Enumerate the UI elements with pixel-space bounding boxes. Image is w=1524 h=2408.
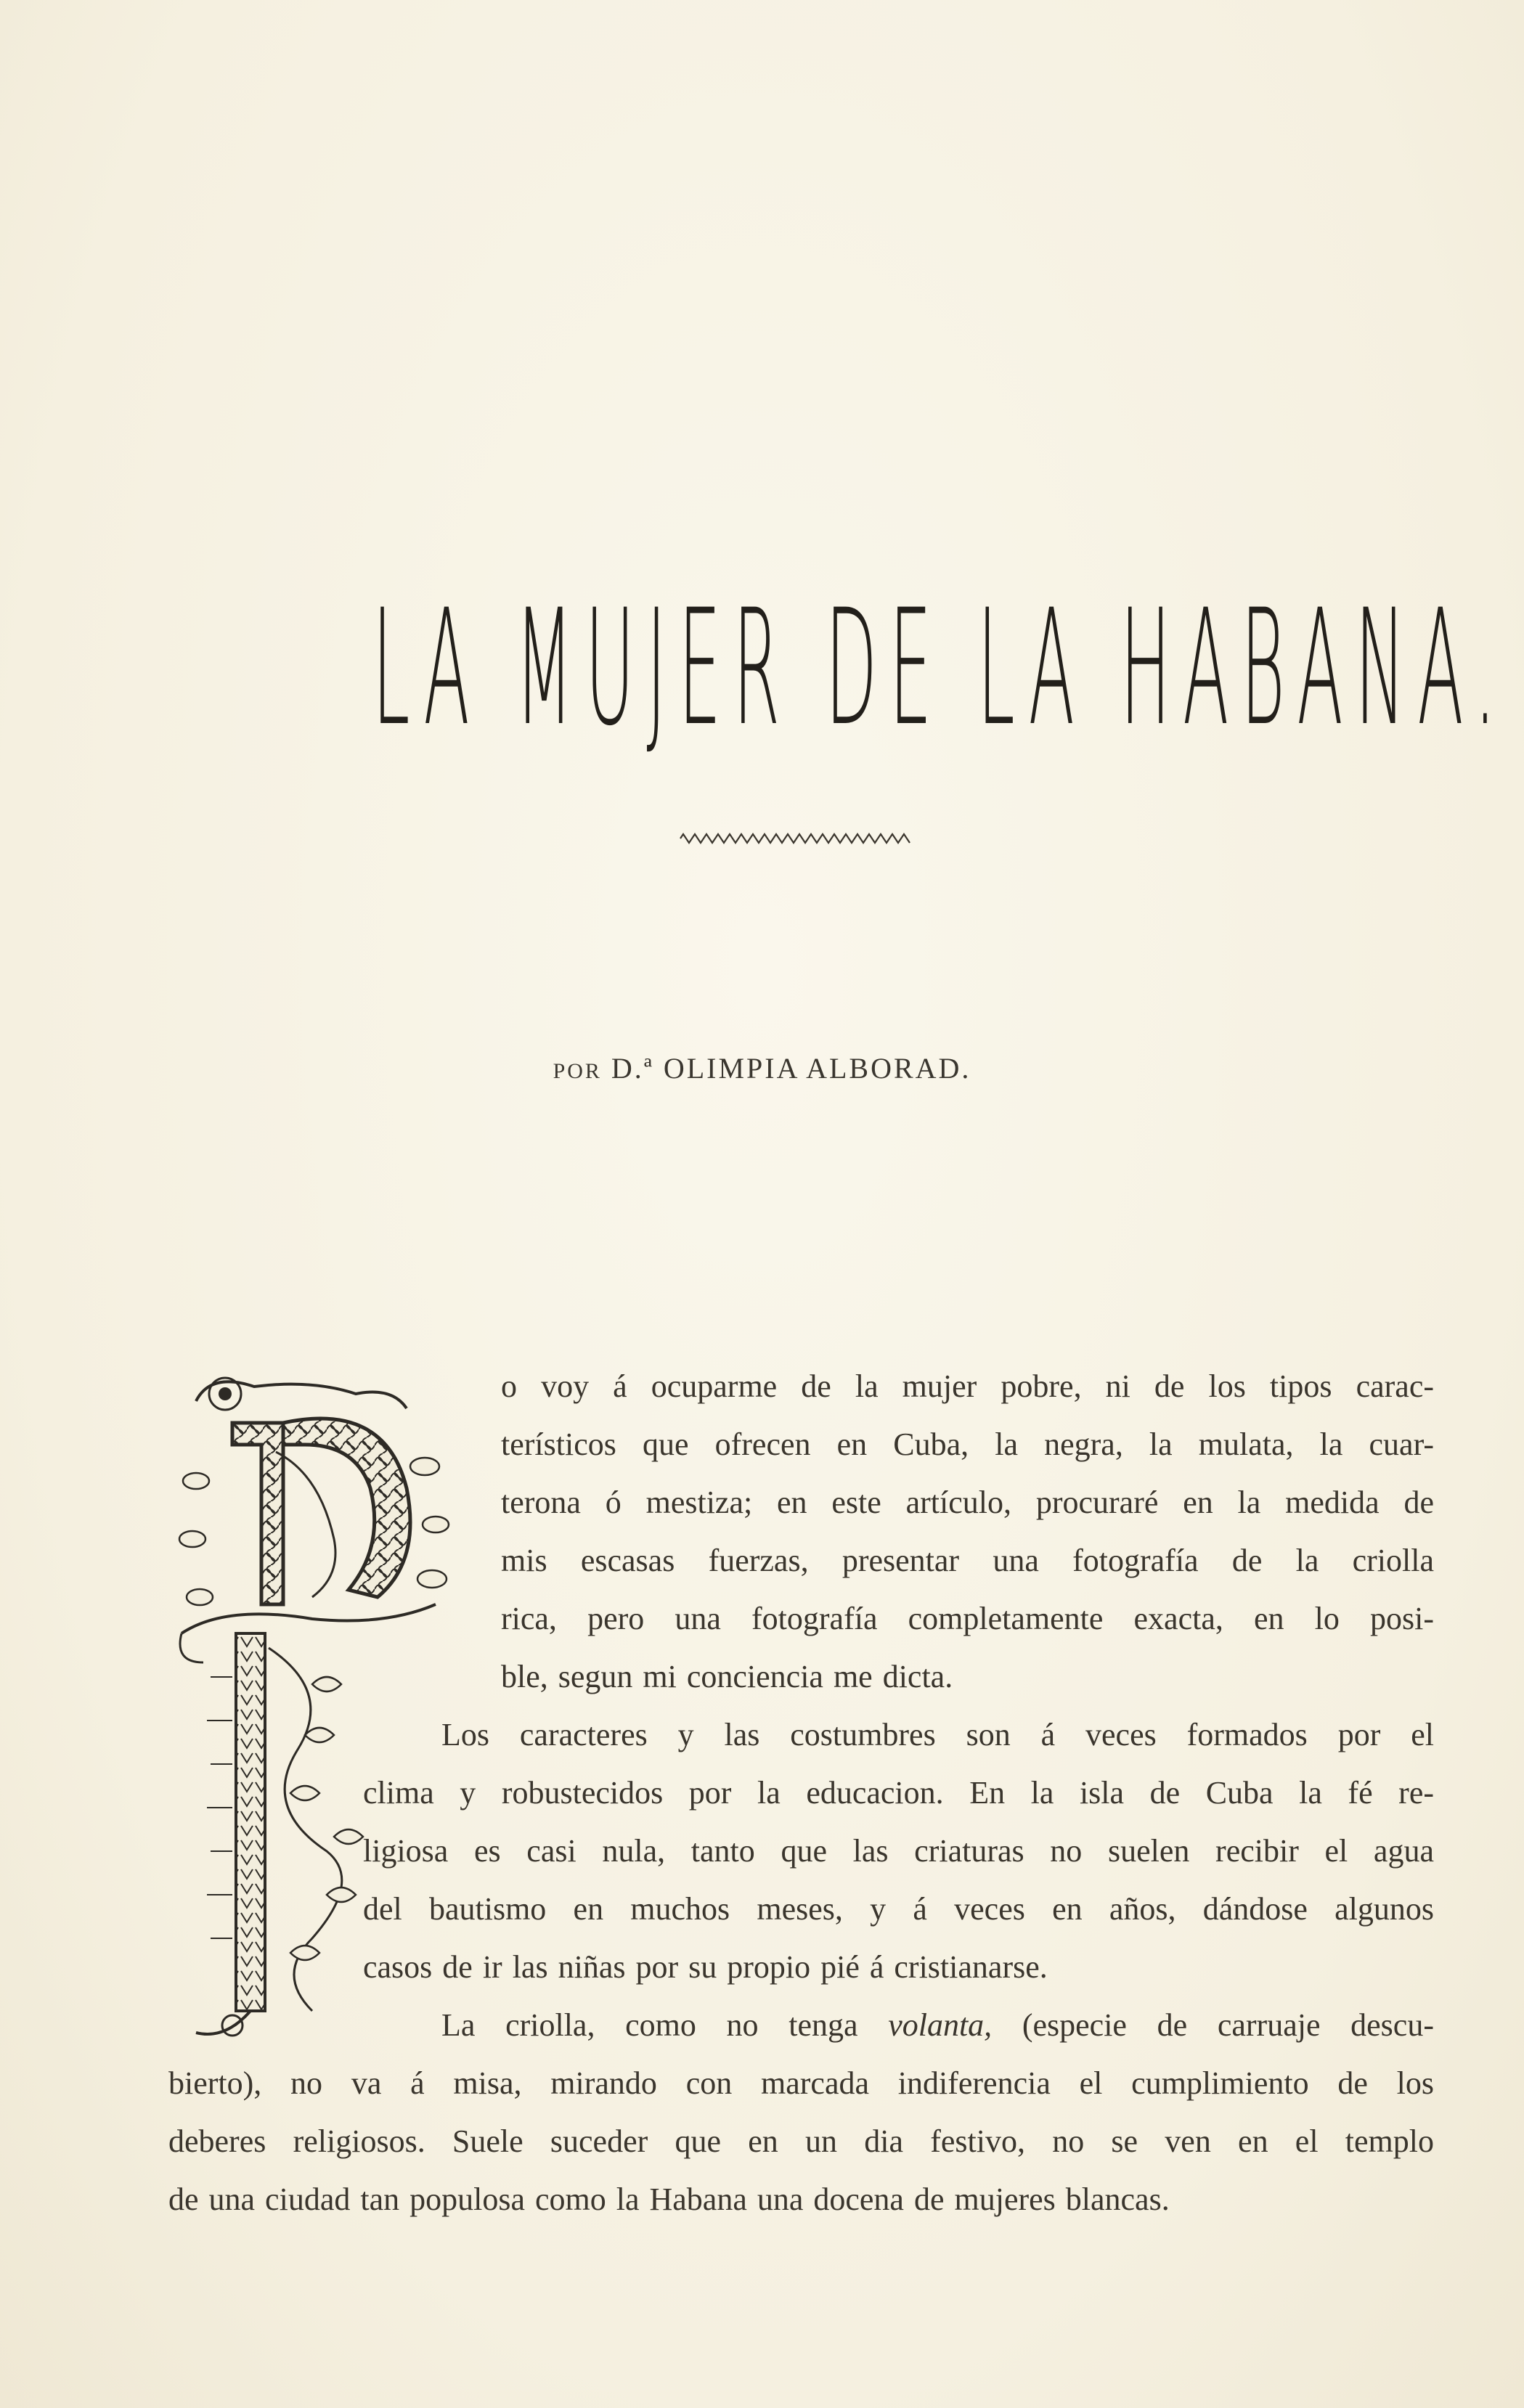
paragraph-1-line: terona ó mestiza; en este artículo, procuraré en la medida de <box>501 1485 1434 1520</box>
paragraph-2-line: ligiosa es casi nula, tanto que las criaturas no suelen recibir el agua <box>363 1833 1434 1869</box>
paragraph-2-line: del bautismo en muchos meses, y á veces en años, dándose algunos <box>363 1891 1434 1927</box>
paragraph-3-line: bierto), no va á misa, mirando con marcada indiferencia el cumplimiento de los <box>168 2065 1434 2101</box>
paragraph-1-line: terísticos que ofrecen en Cuba, la negra, la mulata, la cuar- <box>501 1427 1434 1462</box>
byline-prefix: POR <box>553 1059 602 1083</box>
byline-author: OLIMPIA ALBORAD. <box>663 1052 971 1085</box>
paragraph-2-line: clima y robustecidos por la educacion. En la isla de Cuba la fé re- <box>363 1775 1434 1811</box>
text-run: La criolla, como no tenga <box>441 2007 889 2043</box>
paragraph-1-line: ble, segun mi conciencia me dicta. <box>501 1659 953 1694</box>
paragraph-3-line: de una ciudad tan populosa como la Habana una docena de mujeres blancas. <box>168 2182 1170 2217</box>
italic-term: volanta, <box>888 2007 993 2043</box>
paragraph-1-line: mis escasas fuerzas, presentar una fotografía de la criolla <box>501 1543 1434 1578</box>
byline <box>0 1051 1524 1085</box>
paragraph-1 <box>501 1358 1434 1706</box>
byline-honorific: D.ª <box>611 1052 654 1085</box>
paragraph-3-line <box>168 1996 1434 2054</box>
paragraph-3-line: deberes religiosos. Suele suceder que en un dia festivo, no se ven en el templo <box>168 2123 1434 2159</box>
paragraph-3 <box>168 1996 1434 2229</box>
paragraph-2-line: casos de ir las niñas por su propio pié á cristianarse. <box>363 1949 1048 1985</box>
paragraph-2 <box>363 1706 1434 1996</box>
wavy-rule-ornament-icon <box>679 828 911 849</box>
paragraph-1-line: rica, pero una fotografía completamente exacta, en lo posi- <box>501 1601 1434 1636</box>
text-run: (especie de carruaje descu- <box>992 2007 1434 2043</box>
paragraph-2-line: Los caracteres y las costumbres son á veces formados por el <box>441 1717 1434 1752</box>
page-title: LA MUJER DE LA HABANA. <box>372 575 1508 761</box>
paragraph-1-line: o voy á ocuparme de la mujer pobre, ni de los tipos carac- <box>501 1368 1434 1404</box>
title-block <box>372 575 1508 761</box>
